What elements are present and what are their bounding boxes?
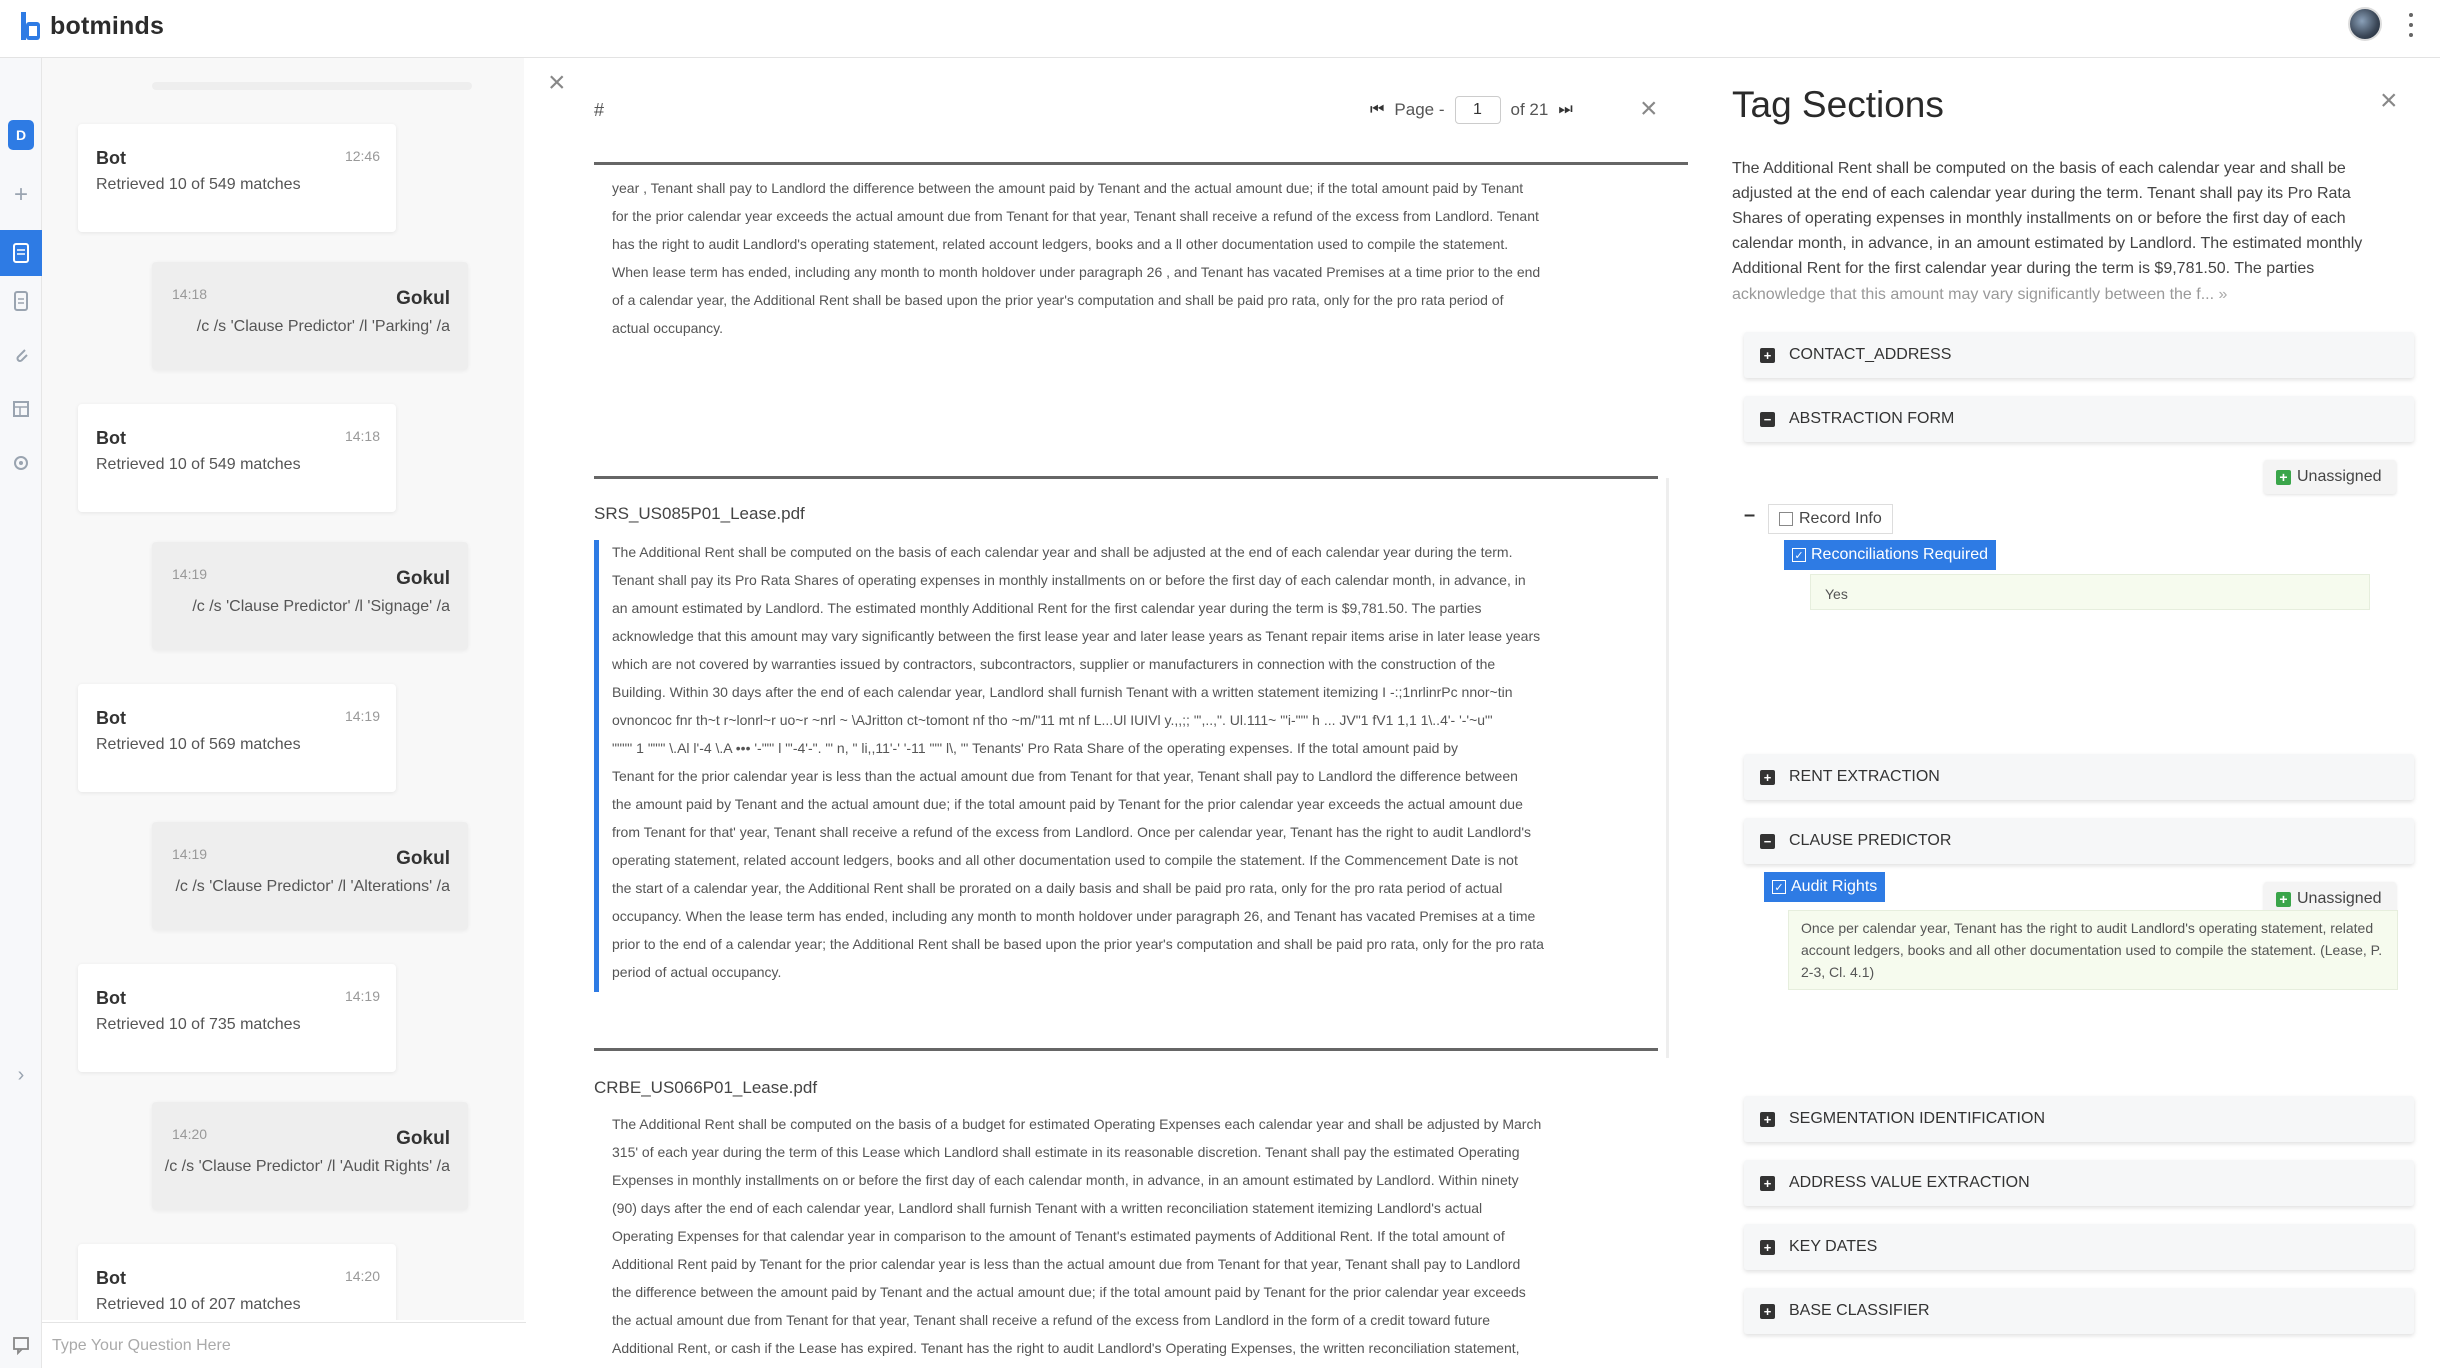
left-rail	[0, 58, 42, 1368]
section-clause-predictor[interactable]	[1744, 818, 2414, 864]
unassigned-button[interactable]	[2264, 460, 2396, 494]
doc-line: Building. Within 30 days after the end of each calendar year, Landlord shall furnish Tenant with a written statement itemizing I -:;1nrlinrPc nnor~tin	[612, 684, 1513, 700]
document-scrollbar[interactable]	[1666, 478, 1669, 1058]
user-message	[152, 262, 468, 370]
expand-plus-icon: +	[1760, 1112, 1775, 1127]
table-nav-button[interactable]	[4, 392, 38, 426]
app-name: botminds	[50, 11, 165, 40]
message-text: /c /s 'Clause Predictor' /l 'Signage' /a	[192, 598, 450, 615]
bot-message	[78, 404, 396, 512]
doc-line: The Additional Rent shall be computed on the basis of each calendar year and shall be adjusted at the end of each calendar year during the term.	[612, 544, 1513, 560]
user-message	[152, 542, 468, 650]
section-abstraction-form[interactable]	[1744, 396, 2414, 442]
documents-nav-button[interactable]	[0, 230, 42, 276]
section-label: RENT EXTRACTION	[1789, 768, 1940, 785]
bot-message	[78, 1244, 396, 1320]
top-bar	[0, 0, 2440, 58]
app-logo[interactable]	[20, 10, 164, 42]
reconciliations-value: Yes	[1810, 574, 2370, 610]
chat-previous-message-edge	[152, 82, 472, 90]
bot-message	[78, 124, 396, 232]
doc-line: prior to the end of a calendar year; the Additional Rent shall be based upon the prior year's computation and shall be paid pro rata, only for the pro rata	[612, 936, 1544, 952]
truncated-text: acknowledge that this amount may vary significantly between the f...	[1732, 286, 2215, 303]
more-options-icon[interactable]	[2405, 10, 2417, 40]
selected-text-excerpt: The Additional Rent shall be computed on the basis of each calendar year and shall be adjusted at the end of each calendar year during the term. Tenant shall pay its Pro Rata Shares of operating expenses in monthly installments on or before the first day of each calendar month, in advance, in an amount estimated by Landlord. The estimated monthly Additional Rent for the first calendar year during the term is $9,781.50. The parties	[1732, 160, 2363, 277]
user-avatar[interactable]	[2348, 7, 2382, 41]
chat-toggle-button[interactable]	[4, 1328, 38, 1362]
message-sender: Gokul	[396, 288, 450, 309]
reconciliations-required-tag[interactable]	[1784, 540, 1996, 570]
doc-line: acknowledge that this amount may vary significantly between the first lease year and later lease years as Tenant repair items arise in later lease years	[612, 628, 1541, 644]
checked-checkbox-icon[interactable]: ✓	[1792, 548, 1806, 562]
doc-line: The Additional Rent shall be computed on the basis of a budget for estimated Operating Expenses each calendar year and shall be adjusted by March	[612, 1116, 1542, 1132]
file-nav-button[interactable]	[4, 284, 38, 318]
message-text[interactable]: Retrieved 10 of 549 matches	[96, 456, 301, 473]
message-time: 14:20	[172, 1126, 208, 1142]
doc-line: the actual amount due from Tenant for that year, Tenant shall receive a refund of the excess from Landlord in the form of a credit toward future	[612, 1312, 1491, 1328]
unassigned-label: Unassigned	[2297, 890, 2382, 907]
doc-line: from Tenant for that' year, Tenant shall receive a refund of the excess from Landlord. Once per calendar year, Tenant has the right to audit Landlord's	[612, 824, 1532, 840]
chat-icon	[12, 1335, 30, 1355]
message-sender: Gokul	[396, 848, 450, 869]
close-tag-panel-icon[interactable]: ×	[2380, 84, 2398, 117]
user-message	[152, 822, 468, 930]
message-sender: Bot	[96, 988, 126, 1008]
message-text: /c /s 'Clause Predictor' /l 'Parking' /a	[196, 318, 450, 335]
doc-line: which are not covered by warranties issued by contractors, subcontractors, supplier or manufacturers in connection with the construction of the	[612, 656, 1496, 672]
doc-excerpt-next	[612, 1110, 1672, 1362]
doc-line: occupancy. When the lease term has ended, including any month to month holdover under paragraph 26, and Tenant has vacated Premises at a time	[612, 908, 1536, 924]
doc-line: has the right to audit Landlord's operating statement, related account ledgers, books and a ll other documentation used to compile the statement.	[612, 236, 1509, 252]
message-text[interactable]: Retrieved 10 of 549 matches	[96, 176, 301, 193]
doc-line: Additional Rent, or cash if the Lease has expired. Tenant has the right to audit Landlord's Operating Expenses, the written reconciliation statement,	[612, 1340, 1520, 1356]
message-text[interactable]: Retrieved 10 of 207 matches	[96, 1296, 301, 1313]
doc-line: ""'"' 1 ""'" \.Al l'-4 \.A ••• '-""' l "'-4'-". "' n, " li,,11'-' '-11 ""' l\, "' Tenants' Pro Rata Share of the operating expenses. If the total amount paid by	[612, 740, 1459, 756]
file-icon	[12, 291, 30, 311]
close-chat-icon[interactable]: ×	[548, 66, 566, 99]
expand-plus-icon: +	[1760, 770, 1775, 785]
expand-plus-icon: +	[1760, 1176, 1775, 1191]
chat-panel	[42, 58, 524, 1320]
add-plus-icon: +	[2276, 892, 2291, 907]
message-sender: Bot	[96, 708, 126, 728]
section-base-classifier[interactable]	[1744, 1288, 2414, 1334]
expand-plus-icon: +	[1760, 1304, 1775, 1319]
page-navigator	[1370, 96, 1573, 124]
doc-hash-label: #	[594, 100, 605, 120]
section-label: SEGMENTATION IDENTIFICATION	[1789, 1110, 2045, 1127]
paperclip-icon	[12, 345, 30, 365]
add-plus-icon: +	[2276, 470, 2291, 485]
doc-line: period of actual occupancy.	[612, 964, 782, 980]
message-time: 14:19	[172, 846, 208, 862]
section-segmentation-identification[interactable]	[1744, 1096, 2414, 1142]
user-message	[152, 1102, 468, 1210]
add-icon[interactable]: +	[13, 181, 28, 208]
section-address-value-extraction[interactable]	[1744, 1160, 2414, 1206]
message-text: /c /s 'Clause Predictor' /l 'Alterations' /a	[175, 878, 450, 895]
collapse-minus-icon: −	[1760, 834, 1775, 849]
message-text: /c /s 'Clause Predictor' /l 'Audit Rights' /a	[164, 1158, 450, 1175]
doc-line: Tenant for the prior calendar year is less than the actual amount due from Tenant for that year, Tenant shall pay to Landlord the difference between	[612, 768, 1518, 784]
bot-message	[78, 964, 396, 1072]
section-label: CLAUSE PREDICTOR	[1789, 832, 1952, 849]
doc-line: the amount paid by Tenant and the actual amount due; if the total amount paid by Tenant for the prior calendar year exceeds the actual amount due	[612, 796, 1523, 812]
message-text[interactable]: Retrieved 10 of 735 matches	[96, 1016, 301, 1033]
section-label: KEY DATES	[1789, 1238, 1878, 1255]
first-page-icon[interactable]: ⏮	[1370, 101, 1385, 118]
page-number-input[interactable]	[1455, 96, 1501, 124]
doc-divider	[594, 162, 1688, 165]
record-info-node[interactable]	[1768, 504, 1893, 534]
collapse-minus-icon: −	[1760, 412, 1775, 427]
message-sender: Bot	[96, 148, 126, 168]
table-icon	[12, 399, 30, 419]
doc-line: When lease term has ended, including any month to month holdover under paragraph 26 , and Tenant has vacated Premises at a time prior to the end	[612, 264, 1541, 280]
workspace-initial: D	[8, 120, 34, 150]
highlight-bar	[594, 540, 599, 992]
doc-filename[interactable]: CRBE_US066P01_Lease.pdf	[594, 1078, 818, 1097]
doc-line: Expenses in monthly installments on or before the first day of each calendar month, in advance, in an amount estimated by Landlord. Within ninety	[612, 1172, 1519, 1188]
bot-message	[78, 684, 396, 792]
botminds-logo-icon	[20, 10, 42, 42]
message-time: 14:19	[344, 708, 380, 724]
checked-checkbox-icon[interactable]: ✓	[1772, 880, 1786, 894]
message-text[interactable]: Retrieved 10 of 569 matches	[96, 736, 301, 753]
workspace-avatar-button[interactable]	[4, 118, 38, 152]
doc-line: an amount estimated by Landlord. The estimated monthly Additional Rent for the first calendar year during the term is $9,781.50. The parties	[612, 600, 1482, 616]
expand-chevron-icon[interactable]: ›	[17, 1063, 25, 1086]
audit-rights-value: Once per calendar year, Tenant has the right to audit Landlord's operating statement, related account ledgers, books and all other documentation used to compile the statement. (Lease, P. 2-3, Cl. 4.1)	[1788, 910, 2398, 990]
doc-line: Operating Expenses for that calendar year in comparison to the amount of Tenant's estimated payments of Additional Rent. If the total amount of	[612, 1228, 1505, 1244]
doc-line: ovnoncoc fnr th~t r~lonrl~r uo~r ~nrl ~ \AJritton ct~tomont nf tho ~m/"11 mt nf L...Ul IUIVl y.,,;; "',..,". Ul.111~ "'i-""' h ... JV"1 fV1 1,1 1\..4'- '-'~u"'	[612, 712, 1493, 728]
section-key-dates[interactable]	[1744, 1224, 2414, 1270]
doc-line: operating statement, related account ledgers, books and all other documentation used to compile the statement. If the Commencement Date is not	[612, 852, 1518, 868]
message-sender: Gokul	[396, 568, 450, 589]
expand-plus-icon: +	[1760, 348, 1775, 363]
audit-rights-tag[interactable]	[1764, 872, 1885, 902]
message-time: 14:18	[172, 286, 208, 302]
doc-line: (90) days after the end of each calendar year, Landlord shall furnish Tenant with a written reconciliation statement itemizing Landlord's actual	[612, 1200, 1483, 1216]
unassigned-label: Unassigned	[2297, 468, 2382, 485]
doc-line: for the prior calendar year exceeds the actual amount due from Tenant for that year, Tenant shall receive a refund of the excess from Landlord. Tenant	[612, 208, 1539, 224]
expand-excerpt-icon[interactable]: »	[2218, 286, 2228, 303]
panel-title: Tag Sections	[1732, 84, 1944, 125]
section-contact-address[interactable]	[1744, 332, 2414, 378]
settings-nav-button[interactable]	[4, 446, 38, 480]
message-time: 14:19	[172, 566, 208, 582]
section-rent-extraction[interactable]	[1744, 754, 2414, 800]
section-label: ADDRESS VALUE EXTRACTION	[1789, 1174, 2030, 1191]
doc-line: the start of a calendar year, the Additional Rent shall be prorated on a daily basis and shall be paid pro rata, only for the pro rata period of actual	[612, 880, 1503, 896]
message-time: 14:19	[344, 988, 380, 1004]
page-total: of 21	[1510, 100, 1549, 119]
message-time: 14:20	[344, 1268, 380, 1284]
doc-line: the difference between the amount paid by Tenant and the actual amount due; if the total amount paid by Tenant for the prior calendar year exceeds	[612, 1284, 1526, 1300]
page-label: Page -	[1394, 100, 1445, 119]
selected-text-excerpt-truncated	[1732, 282, 2372, 307]
doc-filename[interactable]: SRS_US085P01_Lease.pdf	[594, 504, 805, 523]
message-time: 14:18	[344, 428, 380, 444]
message-time: 12:46	[344, 148, 380, 164]
collapse-dash-icon[interactable]: –	[1744, 504, 1756, 526]
tag-label: Audit Rights	[1791, 878, 1878, 895]
message-sender: Bot	[96, 1268, 126, 1288]
gear-icon	[12, 453, 30, 473]
chat-question-input[interactable]	[52, 1329, 512, 1363]
document-icon	[12, 243, 30, 263]
doc-divider	[594, 1048, 1658, 1051]
doc-divider	[594, 476, 1658, 479]
record-info-label: Record Info	[1799, 510, 1882, 527]
doc-line: Additional Rent paid by Tenant for the prior calendar year is less than the actual amount due from Tenant for that year, Tenant shall pay to Landlord	[612, 1256, 1521, 1272]
attachment-nav-button[interactable]	[4, 338, 38, 372]
chat-input-row	[42, 1322, 526, 1368]
close-document-icon[interactable]: ×	[1640, 92, 1658, 125]
record-info-checkbox[interactable]	[1779, 512, 1793, 526]
doc-line: of a calendar year, the Additional Rent shall be based upon the prior year's computation and shall be paid pro rata, only for the pro rata period of	[612, 292, 1504, 308]
message-sender: Gokul	[396, 1128, 450, 1149]
tag-sections-panel	[1714, 58, 2440, 1368]
doc-excerpt-previous	[612, 174, 1672, 342]
message-sender: Bot	[96, 428, 126, 448]
expand-plus-icon: +	[1760, 1240, 1775, 1255]
section-label: CONTACT_ADDRESS	[1789, 346, 1952, 363]
tag-label: Reconciliations Required	[1811, 546, 1988, 563]
section-label: ABSTRACTION FORM	[1789, 410, 1955, 427]
last-page-icon[interactable]: ⏭	[1558, 101, 1573, 118]
doc-excerpt-highlighted[interactable]	[612, 538, 1672, 986]
doc-line: Tenant shall pay its Pro Rata Shares of operating expenses in monthly installments on or before the first day of each calendar month, in advance, in	[612, 572, 1526, 588]
doc-line: 315' of each year during the term of this Lease which Landlord shall estimate in its reasonable discretion. Tenant shall pay the estimated Operating	[612, 1144, 1520, 1160]
section-label: BASE CLASSIFIER	[1789, 1302, 1930, 1319]
doc-line: actual occupancy.	[612, 320, 724, 336]
document-viewer	[580, 58, 1680, 1368]
doc-line: year , Tenant shall pay to Landlord the difference between the amount paid by Tenant and the actual amount due; if the total amount paid by Tenant	[612, 180, 1524, 196]
